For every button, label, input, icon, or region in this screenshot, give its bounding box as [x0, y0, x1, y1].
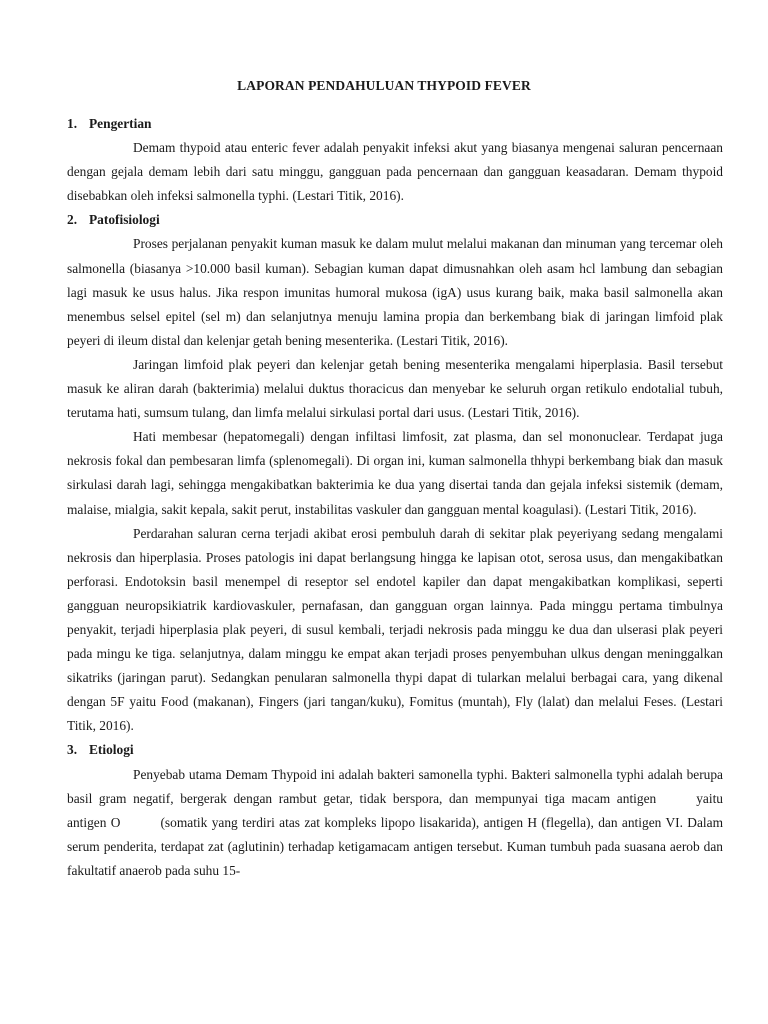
section-title: Patofisiologi: [89, 212, 160, 228]
section-number: 3.: [67, 742, 78, 758]
paragraph-part: (somatik yang terdiri atas zat kompleks lipopo lisakarida), antigen H (flegella), dan antigen VI. Dalam serum penderita, terdapat zat (aglutinin) terhadap ketigamacam antigen tersebut. Kuman tumbuh pada suasana aerob dan fakultatif anaerob pada suhu 15-: [67, 814, 723, 878]
paragraph-part: Penyebab utama Demam Thypoid ini adalah bakteri samonella typhi. Bakteri salmonella typhi adalah berupa basil gram negatif, bergerak dengan rambut getar, tidak berspora, dan mempunyai tiga macam antigen: [67, 766, 723, 806]
section-heading-patofisiologi: [67, 208, 723, 232]
paragraph: [67, 763, 723, 883]
paragraph: Perdarahan saluran cerna terjadi akibat erosi pembuluh darah di sekitar plak peyeriyang sedang mengalami nekrosis dan hiperplasia. Proses patologis ini dapat berlangsung hingga ke lapisan otot, serosa usus, dan mengakibatkan perforasi. Endotoksin basil menempel di reseptor sel endotel kapiler dan dapat mengakibatkan komplikasi, seperti gangguan neuropsikiatrik kardiovaskuler, pernafasan, dan gangguan organ lainnya. Pada minggu pertama timbulnya penyakit, terjadi hiperplasia plak peyeri, di susul kembali, terjadi nekrosis pada minggu ke dua dan ulserasi plak peyeri pada mingu ke tiga. selanjutnya, dalam minggu ke empat akan terjadi proses penyembuhan ulkus dengan meninggalkan sikatriks (jaringan parut). Sedangkan penularan salmonella thypi dapat di tularkan melalui berbagai cara, yang dikenal dengan 5F yaitu Food (makanan), Fingers (jari tangan/kuku), Fomitus (muntah), Fly (lalat) dan melalui Feses. (Lestari Titik, 2016).: [67, 525, 723, 734]
section-number: 2.: [67, 212, 78, 228]
section-number: 1.: [67, 116, 78, 131]
section-heading-etiologi: [67, 738, 723, 762]
section-title: Etiologi: [89, 742, 134, 758]
paragraph: Demam thypoid atau enteric fever adalah penyakit infeksi akut yang biasanya mengenai saluran pencernaan dengan gejala demam lebih dari satu minggu, gangguan pada pencernaan dan gangguan keasadaran. Demam thypoid disebabkan oleh infeksi salmonella typhi. (Lestari Titik, 2016).: [67, 140, 723, 204]
paragraph-part: yaitu antigen O: [67, 790, 723, 830]
section-heading-pengertian: [67, 112, 723, 136]
document-title: LAPORAN PENDAHULUAN THYPOID FEVER: [237, 78, 531, 93]
paragraph: Jaringan limfoid plak peyeri dan kelenjar getah bening mesenterika mengalami hiperplasia. Basil tersebut masuk ke aliran darah (bakterimia) melalui duktus thoracicus dan menyebar ke seluruh organ retikulo endotalial tubuh, terutama hati, sumsum tulang, dan limfa melalui sirkulasi portal dari usus. (Lestari Titik, 2016).: [67, 356, 723, 421]
section-title: Pengertian: [89, 116, 152, 131]
paragraph: Proses perjalanan penyakit kuman masuk ke dalam mulut melalui makanan dan minuman yang tercemar oleh salmonella (biasanya >10.000 basil kuman). Sebagian kuman dapat dimusnahkan oleh asam hcl lambung dan sebagian lagi masuk ke usus halus. Jika respon imunitas humoral mukosa (igA) usus kurang baik, maka basil salmonella akan menembus selsel epitel (sel m) dan selanjutnya menuju lamina propia dan berkembang biak di jaringan limfoid plak peyeri di ileum distal dan kelenjar getah bening mesenterika. (Lestari Titik, 2016).: [67, 236, 723, 348]
paragraph: Hati membesar (hepatomegali) dengan infiltasi limfosit, zat plasma, dan sel mononuclear. Terdapat juga nekrosis fokal dan pembesaran limfa (splenomegali). Di organ ini, kuman salmonella thhypi berkembang biak dan masuk sirkulasi darah lagi, sehingga mengakibatkan bakterimia ke dua yang disertai tanda dan gejala infeksi sistemik (demam, malaise, mialgia, sakit kepala, sakit perut, instabilitas vaskuler dan gangguan mental koagulasi). (Lestari Titik, 2016).: [67, 429, 723, 517]
document-body: [67, 112, 723, 883]
